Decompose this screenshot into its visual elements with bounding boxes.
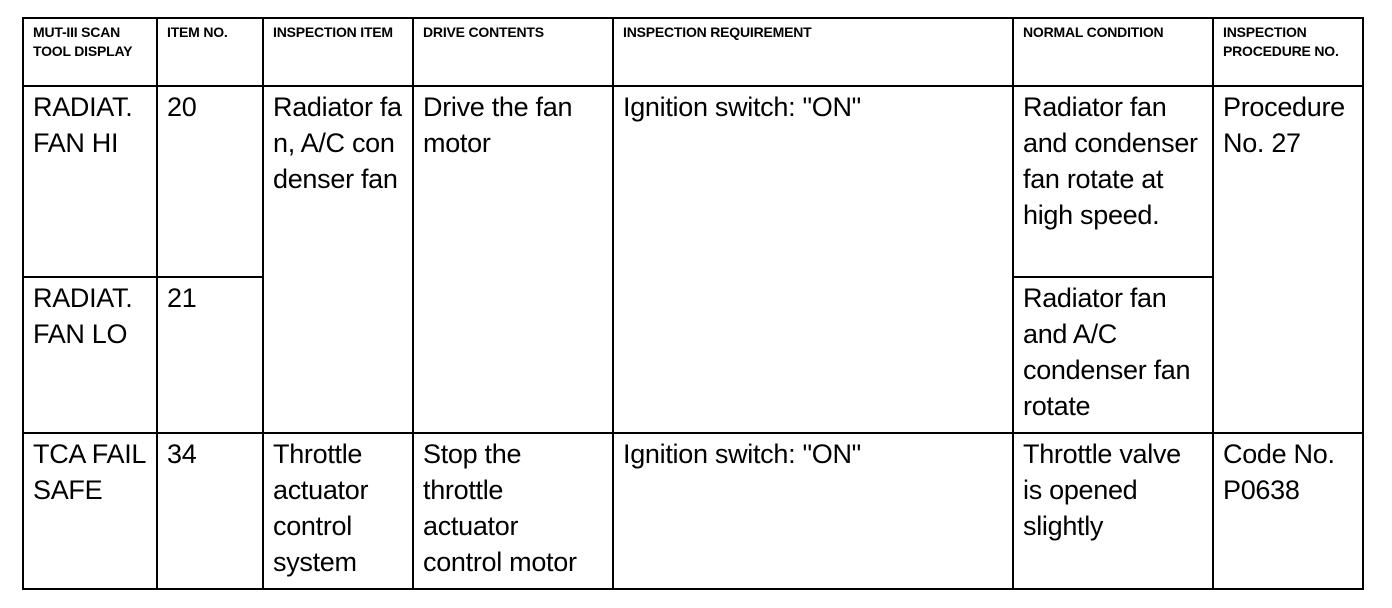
table-row <box>23 86 1363 277</box>
cell-inspection-requirement: Ignition switch: "ON" <box>613 86 1013 433</box>
cell-item-no: 34 <box>157 433 263 589</box>
cell-display: RADIAT. FAN LO <box>23 277 157 433</box>
cell-display: TCA FAIL SAFE <box>23 433 157 589</box>
header-item-no: ITEM NO. <box>157 18 263 86</box>
actuator-test-table <box>22 17 1364 590</box>
cell-normal-condition: Throttle valve is opened slightly <box>1013 433 1213 589</box>
header-inspection-requirement: INSPECTION REQUIREMENT <box>613 18 1013 86</box>
cell-display: RADIAT. FAN HI <box>23 86 157 277</box>
header-inspection-item: INSPECTION ITEM <box>263 18 413 86</box>
cell-procedure-no: Code No. P0638 <box>1213 433 1363 589</box>
header-scan-tool-display: MUT-III SCAN TOOL DISPLAY <box>23 18 157 86</box>
cell-item-no: 20 <box>157 86 263 277</box>
cell-procedure-no: Procedure No. 27 <box>1213 86 1363 433</box>
cell-item-no: 21 <box>157 277 263 433</box>
header-normal-condition: NORMAL CONDITION <box>1013 18 1213 86</box>
cell-drive-contents: Drive the fan motor <box>413 86 613 433</box>
table-row <box>23 433 1363 589</box>
cell-inspection-item: Radiator fan, A/C condenser fan <box>263 86 413 433</box>
header-row <box>23 18 1363 86</box>
cell-inspection-requirement: Ignition switch: "ON" <box>613 433 1013 589</box>
cell-normal-condition: Radiator fan and condenser fan rotate at high speed. <box>1013 86 1213 277</box>
cell-drive-contents: Stop the throttle actuator control motor <box>413 433 613 589</box>
header-drive-contents: DRIVE CONTENTS <box>413 18 613 86</box>
cell-normal-condition: Radiator fan and A/C condenser fan rotate <box>1013 277 1213 433</box>
cell-inspection-item: Throttle actuator control system <box>263 433 413 589</box>
header-procedure-no: INSPECTION PROCEDURE NO. <box>1213 18 1363 86</box>
